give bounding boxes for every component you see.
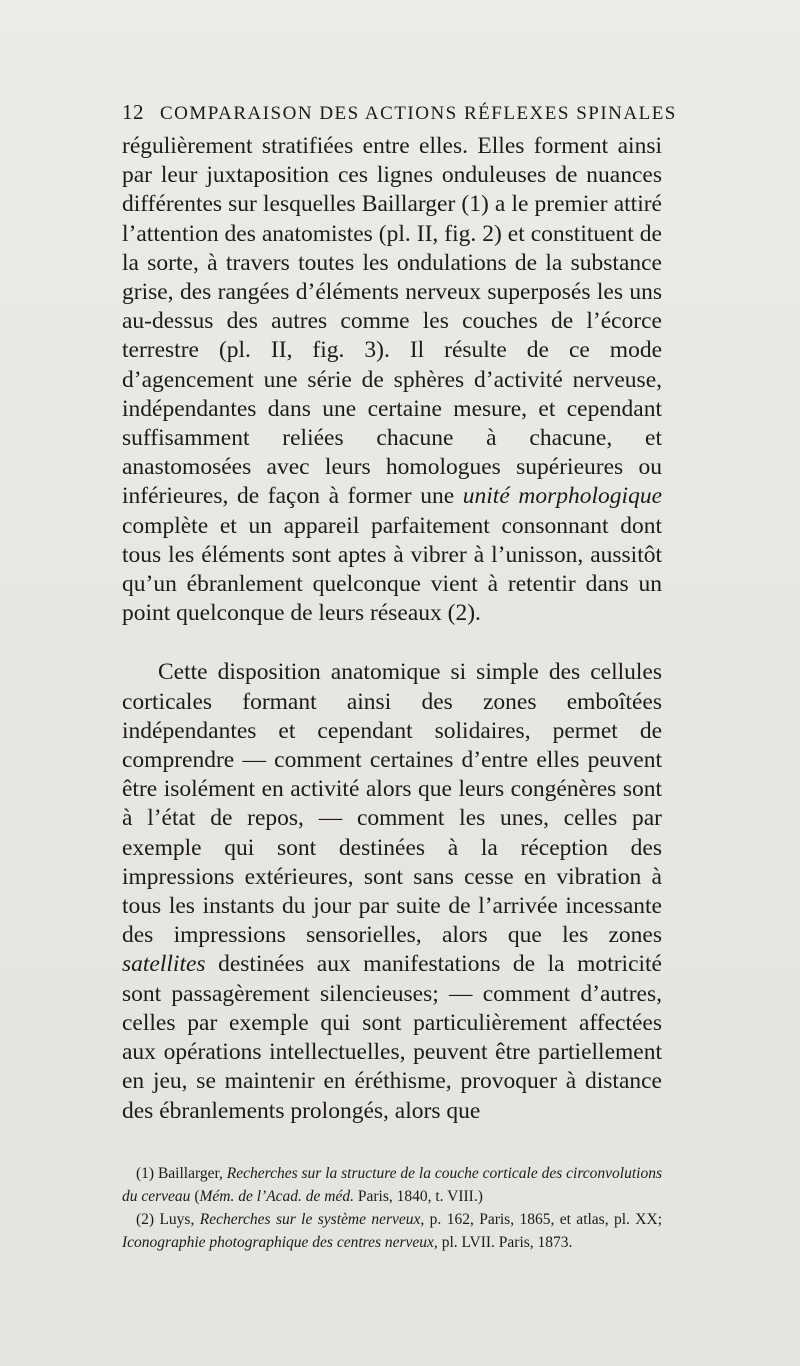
footnote-1-tail: Paris, 1840, t. VIII.) (354, 1188, 483, 1205)
page-header (122, 100, 702, 126)
paragraph-2-text-b: destinées aux manifestations de la motricité sont passagèrement silencieuses; — comment d’autres, celles par exemple qui sont particulièrement affectées aux opérations intellectuelles, peuvent être partiellement en jeu, se maintenir en éréthisme, provoquer à distance des ébranlements prolongés, alors que (122, 951, 662, 1124)
paragraph-2-emphasis: satellites (122, 951, 206, 978)
paragraph-2 (122, 658, 662, 1125)
footnote-2 (122, 1208, 662, 1254)
footnote-2-marker: (2) (136, 1211, 160, 1228)
paragraph-1-text-b: complète et un appareil parfaitement consonnant dont tous les éléments sont aptes à vibrer à l’unisson, aussitôt qu’un ébranlement quelconque vient à retentir dans un point quelconque de leurs réseaux (2). (122, 512, 662, 627)
footnote-2-author: Luys, (159, 1211, 200, 1228)
footnote-1 (122, 1162, 662, 1208)
paragraph-2-text-a: Cette disposition anatomique si simple des cellules corticales formant ainsi des zones emboîtées indépendantes et cependant solidaires, permet de comprendre — comment certaines d’entre elles peuvent être isolément en activité alors que leurs congénères sont à l’état de repos, — comment les unes, celles par exemple qui sont destinées à la réception des impressions extérieures, sont sans cesse en vibration à tous les instants du jour par suite de l’arrivée incessante des impressions sensorielles, alors que les zones (122, 659, 662, 949)
footnote-2-middle: p. 162, Paris, 1865, et atlas, pl. XX; (424, 1211, 662, 1228)
paragraph-1-text-a: régulièrement stratifiées entre elles. Elles forment ainsi par leur juxtaposition ces lignes onduleuses de nuances différentes sur lesquelles Baillarger (1) a le premier attiré l’attention des anatomistes (pl. II, fig. 2) et constituent de la sorte, à travers toutes les ondulations de la substance grise, des rangées d’éléments nerveux superposés les uns au-dessus des autres comme les couches de l’écorce terrestre (pl. II, fig. 3). Il résulte de ce mode d’agencement une série de sphères d’activité nerveuse, indépendantes dans une certaine mesure, et cependant suffisamment reliées chacune à chacune, et anastomosées avec leurs homologues supérieures ou inférieures, de façon à former une (122, 133, 662, 510)
footnote-2-journal: Iconographie photographique des centres nerveux, (122, 1234, 438, 1251)
page-number: 12 (122, 100, 144, 124)
footnote-2-tail: pl. LVII. Paris, 1873. (437, 1234, 573, 1251)
paragraph-1 (122, 132, 662, 628)
body-text (122, 132, 662, 1126)
footnote-1-journal: Mém. de l’Acad. de méd. (199, 1188, 354, 1205)
running-head: COMPARAISON DES ACTIONS RÉFLEXES SPINALES (160, 103, 677, 124)
footnote-1-title: Recherches sur la structure de la couche corticale des circonvolutions du cerveau (122, 1165, 662, 1205)
paragraph-1-emphasis: unité morphologique (462, 483, 663, 510)
footnote-1-marker: (1) (136, 1165, 158, 1182)
footnote-1-middle: ( (190, 1188, 200, 1205)
footnotes (122, 1162, 662, 1254)
footnote-1-author: Baillarger, (157, 1165, 227, 1182)
footnote-2-title: Recherches sur le système nerveux, (199, 1211, 425, 1228)
